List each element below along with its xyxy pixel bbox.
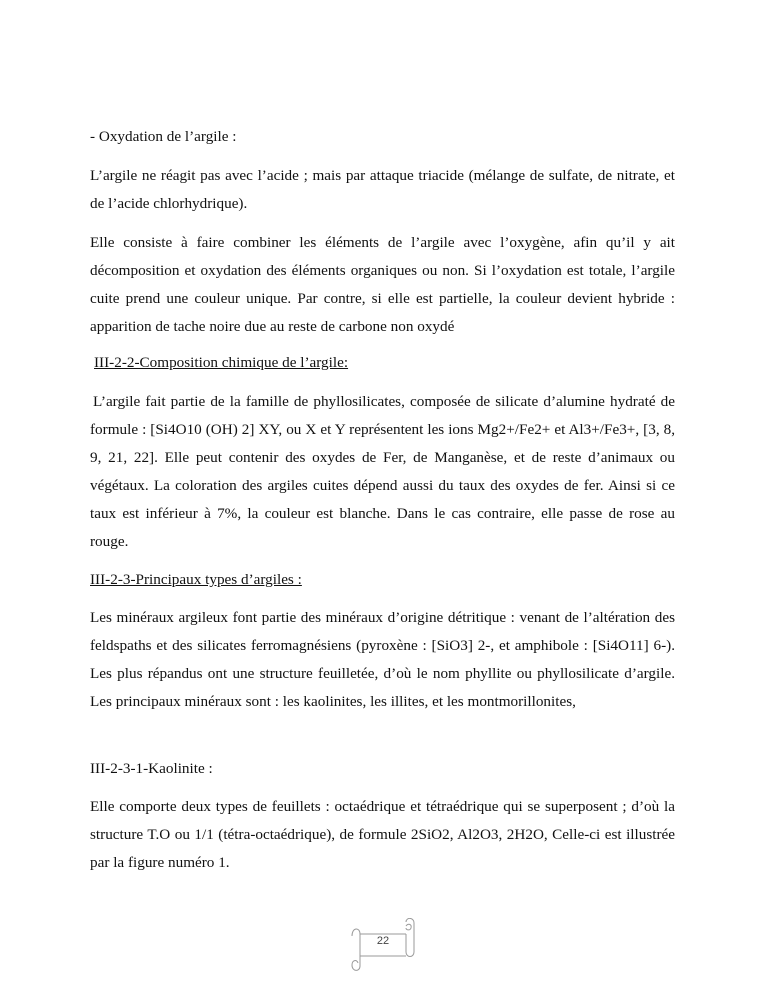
paragraph-composition: L’argile fait partie de la famille de phyllosilicates, composée de silicate d’alumine hydraté de formule : [Si4O10 (OH) 2] XY, ou X et Y représentent les ions Mg2+/Fe2+ et Al3+/Fe3+, [3, 8, 9, 21, 22]. Elle peut contenir des oxydes de Fer, de Manganèse, et de reste d’animaux ou végétaux. La coloration des argiles cuites dépend aussi du taux des oxydes de fer. Ainsi si ce taux est inférieur à 7%, la couleur est blanche. Dans le cas contraire, elle passe de rose au rouge.	[90, 393, 675, 550]
paragraph-oxidation: Elle consiste à faire combiner les éléments de l’argile avec l’oxygène, afin qu’il y ait décomposition et oxydation des éléments organiques ou non. Si l’oxydation est totale, l’argile cuite prend une couleur unique. Par contre, si elle est partielle, la couleur devient hybride : apparition de tache noire due au reste de carbone non oxydé	[90, 234, 675, 335]
oxidation-item: - Oxydation de l’argile :	[90, 128, 237, 145]
paragraph-types: Les minéraux argileux font partie des minéraux d’origine détritique : venant de l’altération des feldspaths et des silicates ferromagnésiens (pyroxène : [SiO3] 2-, et amphibole : [Si4O11] 6-). Les plus répandus ont une structure feuilletée, d’où le nom phyllite ou phyllosilicate d’argile. Les principaux minéraux sont : les kaolinites, les illites, et les montmorillonites,	[90, 609, 675, 710]
page-number: 22	[376, 935, 390, 947]
heading-types: III-2-3-Principaux types d’argiles :	[90, 571, 302, 588]
paragraph-kaolinite: Elle comporte deux types de feuillets : octaédrique et tétraédrique qui se superposent ; d’où la structure T.O ou 1/1 (tétra-octaédrique), de formule 2SiO2, Al2O3, 2H2O, Celle-ci est illustrée par la figure numéro 1.	[90, 798, 675, 871]
paragraph-triacid: L’argile ne réagit pas avec l’acide ; mais par attaque triacide (mélange de sulfate, de nitrate, et de l’acide chlorhydrique).	[90, 167, 675, 212]
heading-composition: III-2-2-Composition chimique de l’argile:	[94, 354, 349, 371]
heading-kaolinite: III-2-3-1-Kaolinite :	[90, 760, 213, 777]
